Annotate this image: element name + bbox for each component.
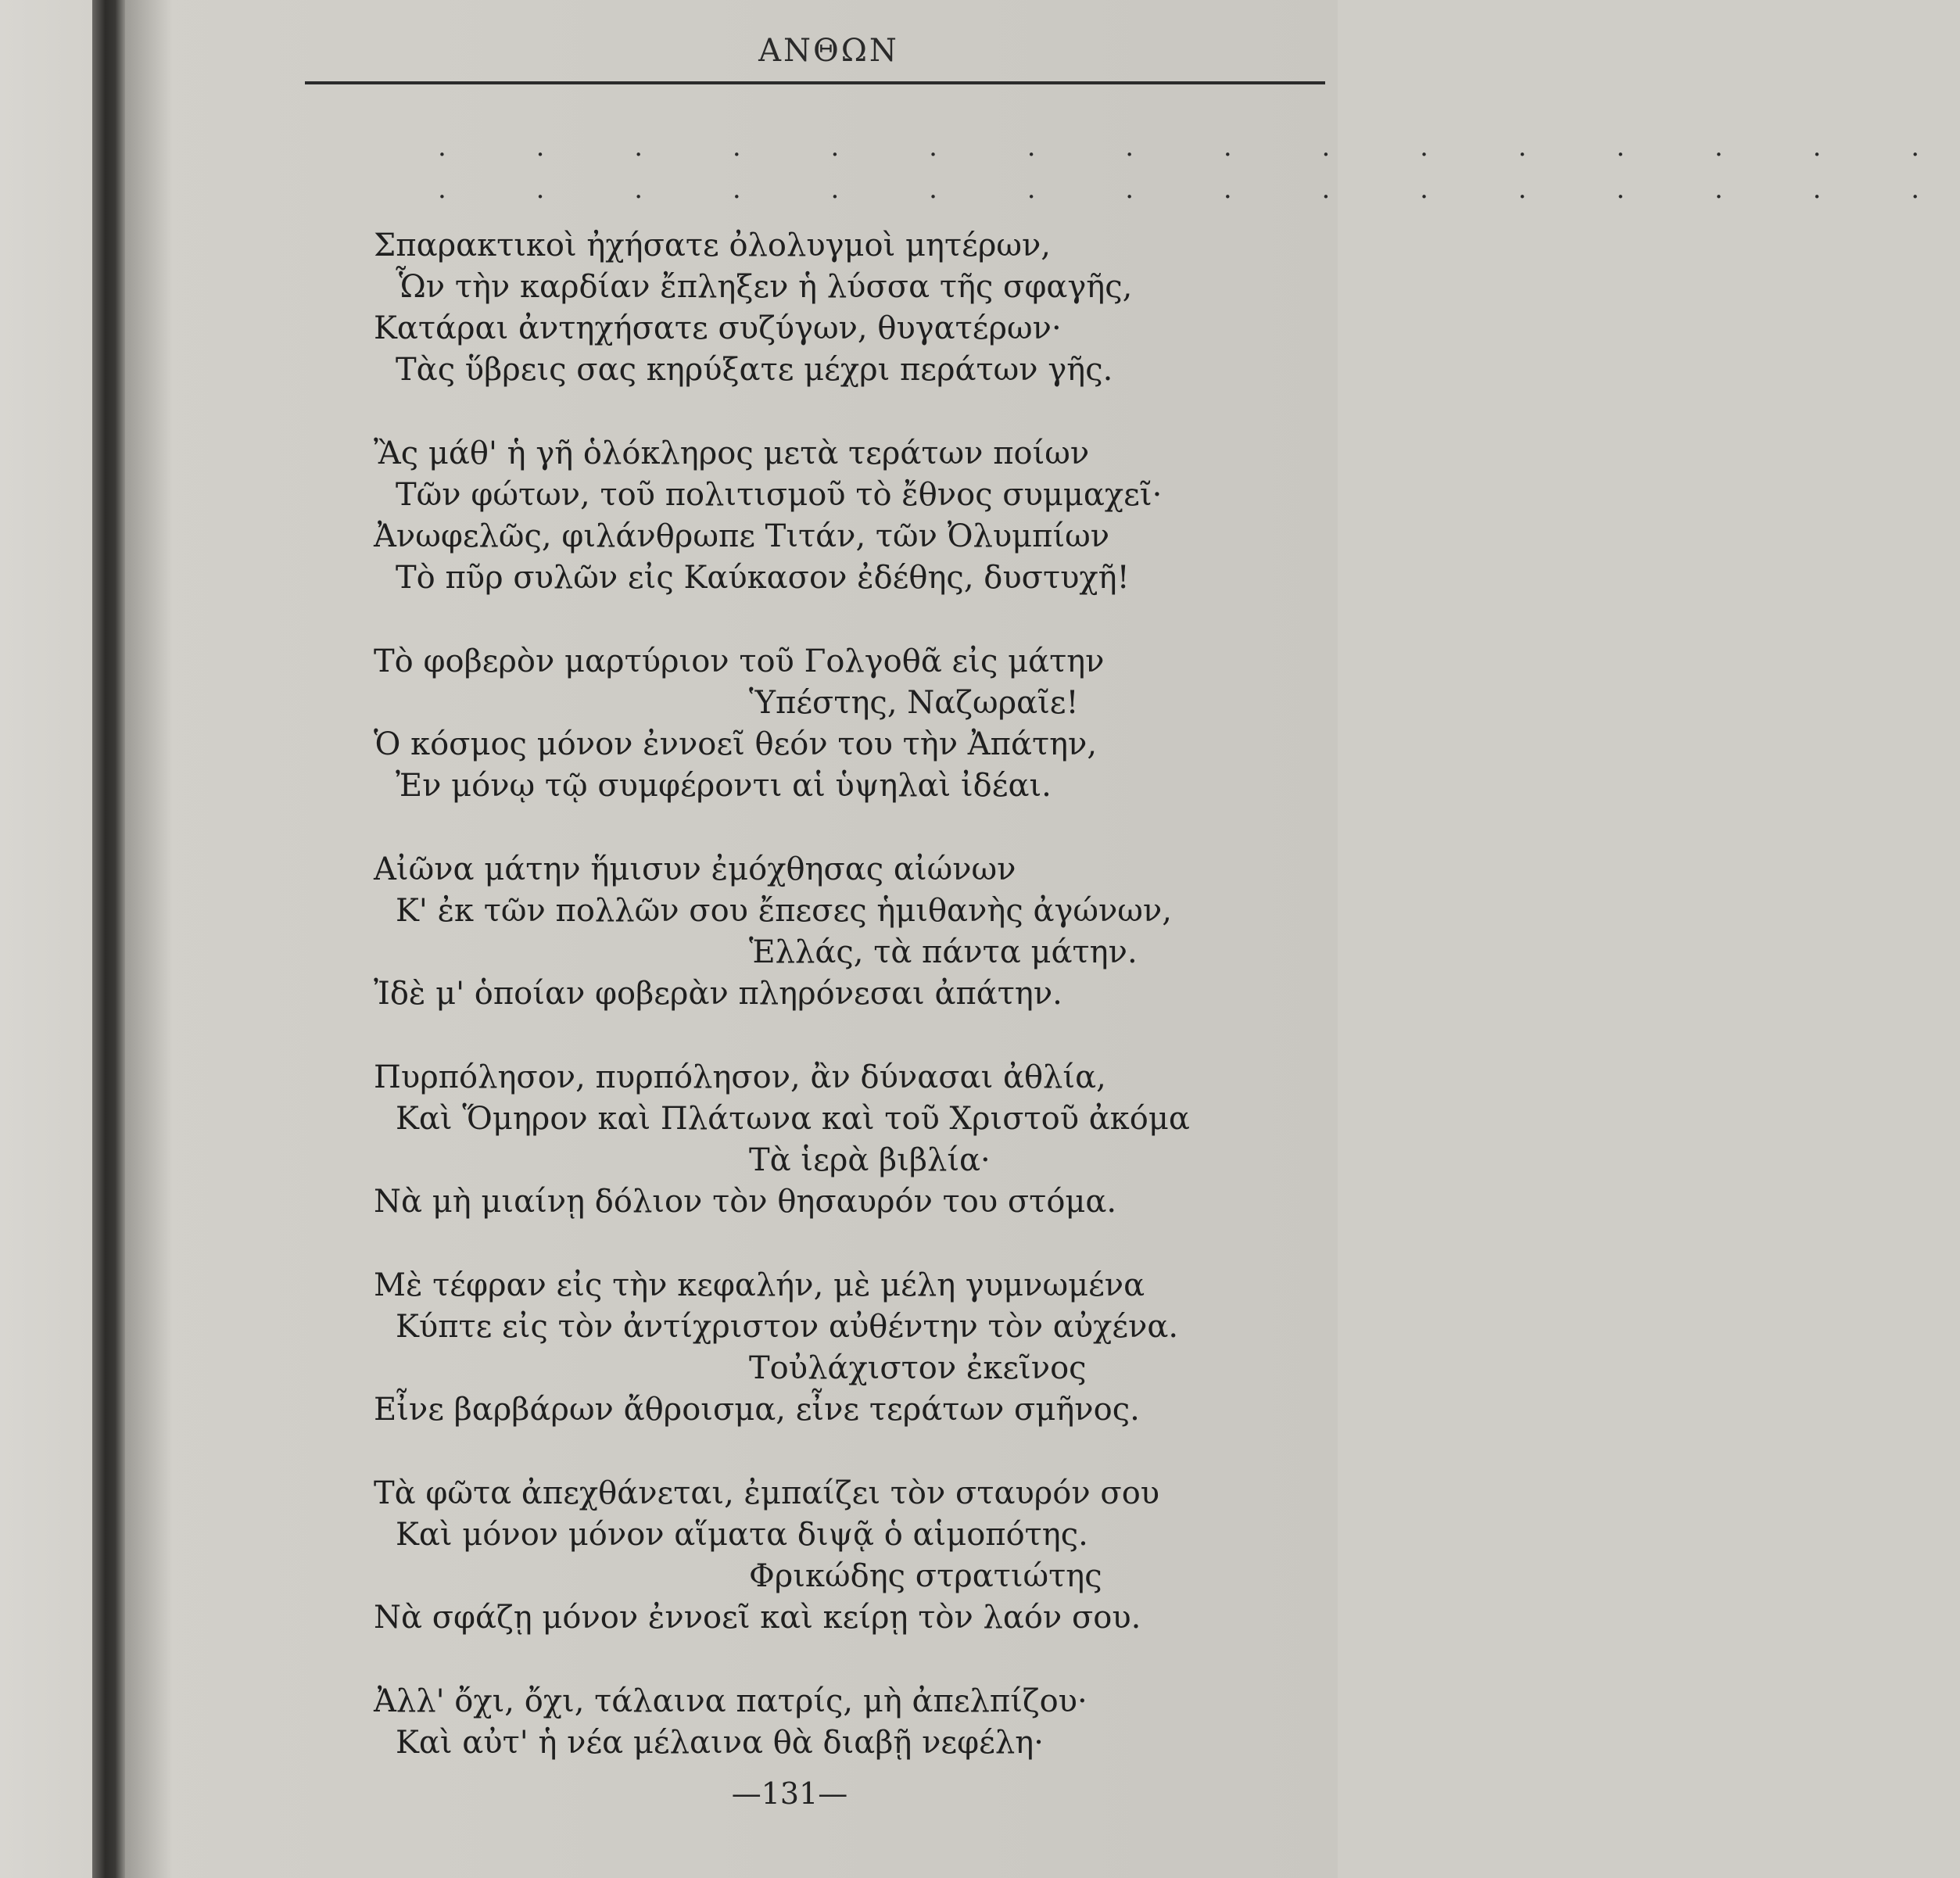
verse-line: Τοὐλάχιστον ἐκεῖνος — [749, 1350, 1087, 1386]
page-number: —131— — [731, 1776, 848, 1811]
verse-line: Ἰδὲ μ' ὁποίαν φοβερὰν πληρόνεσαι ἀπάτην. — [374, 976, 1062, 1012]
verse-line: Νὰ μὴ μιαίνῃ δόλιον τὸν θησαυρόν του στόμα. — [374, 1184, 1117, 1220]
verse-line: Καὶ αὐτ' ἡ νέα μέλαινα θὰ διαβῇ νεφέλη· — [396, 1725, 1044, 1761]
verse-line: Ὁ κόσμος μόνον ἐννοεῖ θεόν του τὴν Ἀπάτην, — [374, 726, 1098, 762]
verse-line: Καὶ Ὅμηρον καὶ Πλάτωνα καὶ τοῦ Χριστοῦ ἀκόμα — [396, 1101, 1190, 1137]
verse-line: Τῶν φώτων, τοῦ πολιτισμοῦ τὸ ἔθνος συμμαχεῖ· — [396, 477, 1163, 513]
verse-line: Τὰ ἱερὰ βιβλία· — [749, 1142, 991, 1178]
verse-line: Τὰ φῶτα ἀπεχθάνεται, ἐμπαίζει τὸν σταυρόν σου — [374, 1475, 1160, 1511]
verse-line: Φρικώδης στρατιώτης — [749, 1558, 1102, 1594]
stanza — [374, 1057, 1304, 1223]
book-spine — [92, 0, 125, 1878]
stanza — [374, 849, 1304, 1015]
verse-line: Ἂς μάθ' ἡ γῆ ὁλόκληρος μετὰ τεράτων ποίων — [374, 435, 1090, 471]
verse-line: Πυρπόλησον, πυρπόλησον, ἂν δύνασαι ἀθλία, — [374, 1059, 1106, 1095]
verse-line: Ἑλλάς, τὰ πάντα μάτην. — [749, 934, 1138, 970]
verse-line: Τὰς ὕβρεις σας κηρύξατε μέχρι περάτων γῆς. — [396, 352, 1113, 388]
verse-line: Ἐν μόνῳ τῷ συμφέροντι αἱ ὑψηλαὶ ἰδέαι. — [396, 768, 1052, 804]
ellipsis-row: . . . . . . . . . . . . . . . . — [438, 131, 1960, 163]
verse-line: Σπαρακτικοὶ ἠχήσατε ὀλολυγμοὶ μητέρων, — [374, 228, 1051, 263]
verse-line: Κατάραι ἀντηχήσατε συζύγων, θυγατέρων· — [374, 310, 1062, 346]
verse-line: Κ' ἐκ τῶν πολλῶν σου ἔπεσες ἡμιθανὴς ἀγώνων, — [396, 893, 1172, 929]
verse-line: Τὸ πῦρ συλῶν εἰς Καύκασον ἐδέθης, δυστυχῆ! — [396, 560, 1130, 596]
stanza — [374, 1681, 1304, 1764]
verse-line: Εἶνε βαρβάρων ἄθροισμα, εἶνε τεράτων σμῆνος. — [374, 1392, 1140, 1428]
running-head: ΑΝΘΩΝ — [758, 33, 899, 69]
stanza — [374, 641, 1304, 807]
ellipsis-row: . . . . . . . . . . . . . . . . — [438, 174, 1960, 205]
header-rule — [305, 81, 1325, 84]
verse-line: Ἀνωφελῶς, φιλάνθρωπε Τιτάν, τῶν Ὀλυμπίων — [374, 518, 1110, 554]
stanza — [374, 1473, 1304, 1639]
verse-line: Αἰῶνα μάτην ἥμισυν ἐμόχθησας αἰώνων — [374, 851, 1016, 887]
verse-line: Κύπτε εἰς τὸν ἀντίχριστον αὐθέντην τὸν αὐχένα. — [396, 1309, 1179, 1345]
verse-line: Ὧν τὴν καρδίαν ἔπληξεν ἡ λύσσα τῆς σφαγῆς, — [396, 269, 1133, 305]
verse-line: Ὑπέστης, Ναζωραῖε! — [749, 685, 1079, 721]
spine-shadow — [125, 0, 172, 1878]
verse-line: Μὲ τέφραν εἰς τὴν κεφαλήν, μὲ μέλη γυμνωμένα — [374, 1267, 1145, 1303]
stanza — [374, 225, 1304, 391]
verse-line: Νὰ σφάζῃ μόνον ἐννοεῖ καὶ κείρῃ τὸν λαόν σου. — [374, 1600, 1141, 1636]
verse-line: Καὶ μόνον μόνον αἵματα διψᾷ ὁ αἱμοπότης. — [396, 1517, 1088, 1553]
stanza — [374, 433, 1304, 599]
poem-body — [374, 225, 1304, 1806]
stanza — [374, 1265, 1304, 1431]
verse-line: Τὸ φοβερὸν μαρτύριον τοῦ Γολγοθᾶ εἰς μάτην — [374, 643, 1105, 679]
verse-line: Ἀλλ' ὄχι, ὄχι, τάλαινα πατρίς, μὴ ἀπελπίζου· — [374, 1683, 1087, 1719]
